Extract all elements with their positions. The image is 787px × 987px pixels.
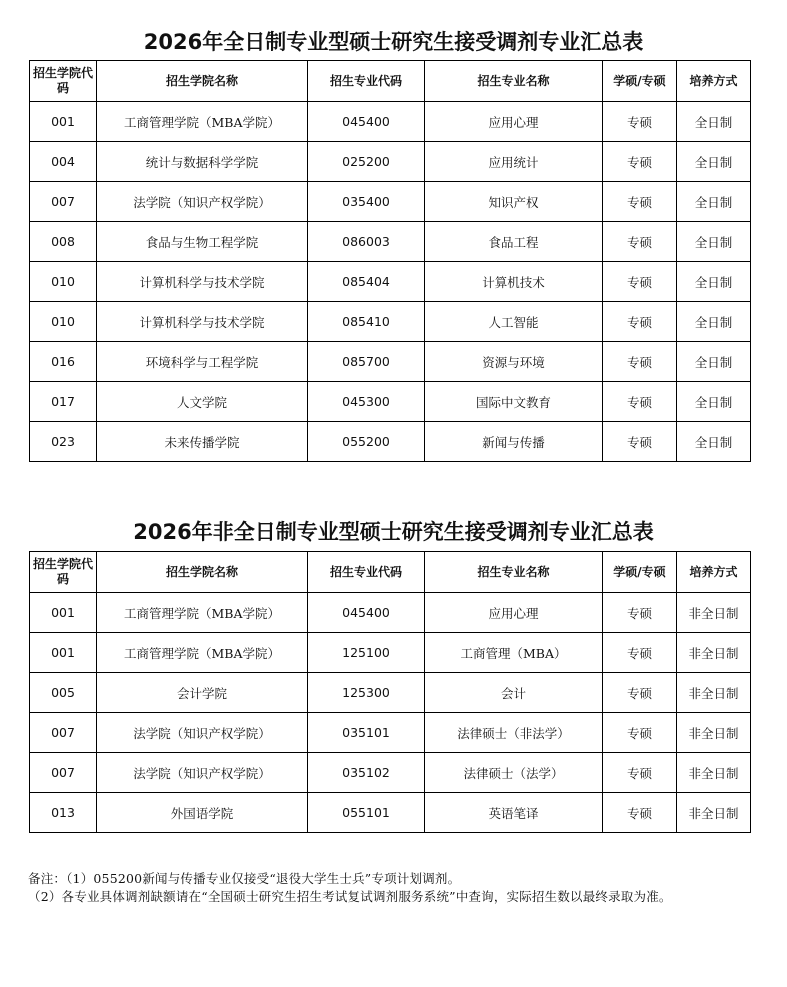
cell-study-mode: 全日制 — [677, 182, 751, 222]
table-title-part-time: 2026年非全日制专业型硕士研究生接受调剂专业汇总表 — [133, 520, 654, 544]
cell-major-code: 035400 — [308, 182, 425, 222]
note-line-1: 备注：（1）055200新闻与传播专业仅接受“退役大学生士兵”专项计划调剂。 — [28, 871, 461, 886]
cell-college-name: 法学院（知识产权学院） — [97, 182, 308, 222]
cell-college-name: 工商管理学院（MBA学院） — [97, 102, 308, 142]
column-header-degree-type: 学硕/专硕 — [603, 552, 677, 593]
cell-degree-type: 专硕 — [603, 753, 677, 793]
cell-major-name: 英语笔译 — [425, 793, 603, 833]
cell-college-code: 007 — [30, 713, 97, 753]
cell-study-mode: 非全日制 — [677, 793, 751, 833]
cell-college-name: 法学院（知识产权学院） — [97, 753, 308, 793]
cell-major-name: 人工智能 — [425, 302, 603, 342]
cell-college-name: 法学院（知识产权学院） — [97, 713, 308, 753]
cell-college-name: 食品与生物工程学院 — [97, 222, 308, 262]
table-header — [30, 61, 751, 102]
cell-college-code: 023 — [30, 422, 97, 462]
cell-major-name: 会计 — [425, 673, 603, 713]
cell-college-name: 计算机科学与技术学院 — [97, 262, 308, 302]
cell-major-name: 计算机技术 — [425, 262, 603, 302]
cell-study-mode: 全日制 — [677, 382, 751, 422]
cell-college-code: 016 — [30, 342, 97, 382]
cell-study-mode: 全日制 — [677, 222, 751, 262]
cell-major-code: 045400 — [308, 102, 425, 142]
table-body — [30, 593, 751, 833]
cell-college-code: 017 — [30, 382, 97, 422]
cell-major-code: 045400 — [308, 593, 425, 633]
cell-study-mode: 非全日制 — [677, 753, 751, 793]
cell-degree-type: 专硕 — [603, 222, 677, 262]
cell-major-name: 食品工程 — [425, 222, 603, 262]
table-title-full-time: 2026年全日制专业型硕士研究生接受调剂专业汇总表 — [143, 30, 644, 54]
table-row — [30, 262, 751, 302]
cell-degree-type: 专硕 — [603, 302, 677, 342]
table-row — [30, 633, 751, 673]
cell-degree-type: 专硕 — [603, 342, 677, 382]
column-header-major-name: 招生专业名称 — [425, 61, 603, 102]
cell-college-name: 统计与数据科学学院 — [97, 142, 308, 182]
cell-study-mode: 全日制 — [677, 302, 751, 342]
cell-degree-type: 专硕 — [603, 142, 677, 182]
cell-college-code: 007 — [30, 753, 97, 793]
cell-college-code: 005 — [30, 673, 97, 713]
cell-degree-type: 专硕 — [603, 422, 677, 462]
cell-major-code: 045300 — [308, 382, 425, 422]
cell-major-name: 国际中文教育 — [425, 382, 603, 422]
column-header-major-code: 招生专业代码 — [308, 552, 425, 593]
column-header-major-code: 招生专业代码 — [308, 61, 425, 102]
table-row — [30, 753, 751, 793]
note-line-2: （2）各专业具体调剂缺额请在“全国硕士研究生招生考试复试调剂服务系统”中查询，实际招生数以最终录取为准。 — [28, 889, 672, 904]
cell-study-mode: 非全日制 — [677, 673, 751, 713]
cell-college-name: 工商管理学院（MBA学院） — [97, 633, 308, 673]
cell-degree-type: 专硕 — [603, 793, 677, 833]
cell-study-mode: 全日制 — [677, 342, 751, 382]
table-row — [30, 422, 751, 462]
cell-major-name: 新闻与传播 — [425, 422, 603, 462]
cell-college-name: 工商管理学院（MBA学院） — [97, 593, 308, 633]
cell-degree-type: 专硕 — [603, 262, 677, 302]
table-row — [30, 593, 751, 633]
cell-degree-type: 专硕 — [603, 102, 677, 142]
cell-major-name: 法律硕士（法学） — [425, 753, 603, 793]
part-time-table — [29, 551, 751, 833]
table-row — [30, 302, 751, 342]
column-header-study-mode: 培养方式 — [677, 552, 751, 593]
cell-college-code: 001 — [30, 102, 97, 142]
cell-major-code: 035101 — [308, 713, 425, 753]
cell-major-name: 资源与环境 — [425, 342, 603, 382]
cell-college-code: 001 — [30, 593, 97, 633]
table-row — [30, 102, 751, 142]
cell-major-name: 知识产权 — [425, 182, 603, 222]
cell-college-name: 计算机科学与技术学院 — [97, 302, 308, 342]
cell-college-code: 010 — [30, 302, 97, 342]
cell-major-code: 055101 — [308, 793, 425, 833]
cell-major-code: 085410 — [308, 302, 425, 342]
cell-major-name: 法律硕士（非法学） — [425, 713, 603, 753]
cell-degree-type: 专硕 — [603, 713, 677, 753]
column-header-college-name: 招生学院名称 — [97, 61, 308, 102]
table-row — [30, 673, 751, 713]
cell-study-mode: 非全日制 — [677, 633, 751, 673]
cell-major-code: 055200 — [308, 422, 425, 462]
table-row — [30, 222, 751, 262]
cell-study-mode: 非全日制 — [677, 713, 751, 753]
cell-college-code: 004 — [30, 142, 97, 182]
table-row — [30, 382, 751, 422]
cell-major-name: 应用心理 — [425, 593, 603, 633]
cell-college-code: 010 — [30, 262, 97, 302]
cell-college-code: 001 — [30, 633, 97, 673]
notes — [28, 870, 758, 906]
cell-study-mode: 全日制 — [677, 262, 751, 302]
column-header-college-name: 招生学院名称 — [97, 552, 308, 593]
header-row — [30, 61, 751, 102]
cell-major-name: 应用心理 — [425, 102, 603, 142]
cell-major-name: 工商管理（MBA） — [425, 633, 603, 673]
cell-major-code: 035102 — [308, 753, 425, 793]
cell-college-code: 007 — [30, 182, 97, 222]
table-row — [30, 793, 751, 833]
table-row — [30, 182, 751, 222]
column-header-study-mode: 培养方式 — [677, 61, 751, 102]
cell-college-code: 008 — [30, 222, 97, 262]
cell-study-mode: 全日制 — [677, 142, 751, 182]
table-header — [30, 552, 751, 593]
cell-major-code: 085404 — [308, 262, 425, 302]
cell-major-code: 086003 — [308, 222, 425, 262]
cell-college-code: 013 — [30, 793, 97, 833]
column-header-major-name: 招生专业名称 — [425, 552, 603, 593]
cell-college-name: 人文学院 — [97, 382, 308, 422]
column-header-degree-type: 学硕/专硕 — [603, 61, 677, 102]
cell-degree-type: 专硕 — [603, 673, 677, 713]
cell-study-mode: 全日制 — [677, 422, 751, 462]
cell-major-name: 应用统计 — [425, 142, 603, 182]
cell-college-name: 环境科学与工程学院 — [97, 342, 308, 382]
column-header-college-code: 招生学院代码 — [30, 552, 97, 593]
column-header-college-code: 招生学院代码 — [30, 61, 97, 102]
cell-college-name: 外国语学院 — [97, 793, 308, 833]
cell-major-code: 125300 — [308, 673, 425, 713]
cell-degree-type: 专硕 — [603, 182, 677, 222]
cell-degree-type: 专硕 — [603, 633, 677, 673]
cell-major-code: 025200 — [308, 142, 425, 182]
full-time-table — [29, 60, 751, 462]
cell-degree-type: 专硕 — [603, 593, 677, 633]
table-row — [30, 342, 751, 382]
cell-college-name: 会计学院 — [97, 673, 308, 713]
table-row — [30, 142, 751, 182]
table-body — [30, 102, 751, 462]
table-row — [30, 713, 751, 753]
cell-college-name: 未来传播学院 — [97, 422, 308, 462]
cell-major-code: 085700 — [308, 342, 425, 382]
cell-degree-type: 专硕 — [603, 382, 677, 422]
cell-study-mode: 全日制 — [677, 102, 751, 142]
header-row — [30, 552, 751, 593]
cell-major-code: 125100 — [308, 633, 425, 673]
cell-study-mode: 非全日制 — [677, 593, 751, 633]
